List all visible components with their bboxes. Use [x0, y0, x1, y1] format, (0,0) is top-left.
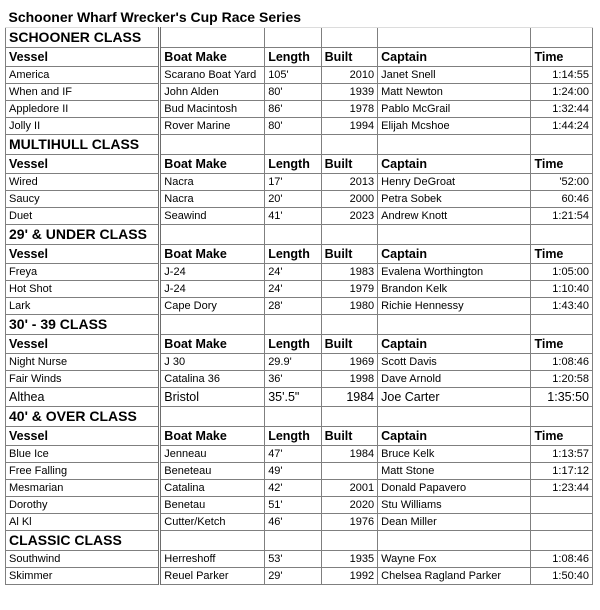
cell-built[interactable]: 2000	[321, 191, 377, 208]
cell-vessel[interactable]: Freya	[6, 264, 160, 281]
cell-captain[interactable]: Janet Snell	[378, 67, 531, 84]
header-captain[interactable]: Captain	[378, 48, 531, 67]
header-time[interactable]: Time	[531, 335, 593, 354]
cell-length[interactable]: 80'	[265, 118, 321, 135]
class-heading-row	[6, 315, 593, 335]
cell-built[interactable]: 1979	[321, 281, 377, 298]
column-header-row	[6, 427, 593, 446]
empty-cell[interactable]	[321, 315, 377, 335]
header-length[interactable]: Length	[265, 245, 321, 264]
column-header-row	[6, 48, 593, 67]
header-make[interactable]: Boat Make	[160, 48, 265, 67]
header-built[interactable]: Built	[321, 245, 377, 264]
cell-time[interactable]: 1:24:00	[531, 84, 593, 101]
cell-time[interactable]: 1:43:40	[531, 298, 593, 315]
cell-built[interactable]: 1984	[321, 388, 377, 407]
cell-length[interactable]: 47'	[265, 446, 321, 463]
spreadsheet[interactable]	[5, 8, 593, 585]
cell-captain[interactable]: Chelsea Ragland Parker	[378, 568, 531, 585]
cell-make[interactable]: Cutter/Ketch	[160, 514, 265, 531]
class-heading[interactable]: 29' & UNDER CLASS	[6, 225, 160, 245]
cell-time[interactable]: 1:50:40	[531, 568, 593, 585]
cell-make[interactable]: Catalina 36	[160, 371, 265, 388]
cell-time[interactable]: 1:23:44	[531, 480, 593, 497]
title-row	[6, 8, 593, 28]
cell-captain[interactable]: Elijah Mcshoe	[378, 118, 531, 135]
table-row	[6, 174, 593, 191]
empty-cell[interactable]	[321, 225, 377, 245]
empty-cell[interactable]	[531, 225, 593, 245]
cell-length[interactable]: 24'	[265, 264, 321, 281]
cell-captain[interactable]: Evalena Worthington	[378, 264, 531, 281]
cell-time[interactable]: 1:13:57	[531, 446, 593, 463]
cell-captain[interactable]: Joe Carter	[378, 388, 531, 407]
cell-captain[interactable]: Donald Papavero	[378, 480, 531, 497]
cell-length[interactable]: 53'	[265, 551, 321, 568]
header-make[interactable]: Boat Make	[160, 245, 265, 264]
header-captain[interactable]: Captain	[378, 245, 531, 264]
header-built[interactable]: Built	[321, 48, 377, 67]
cell-make[interactable]: Jenneau	[160, 446, 265, 463]
table-row	[6, 298, 593, 315]
table-row	[6, 67, 593, 84]
cell-captain[interactable]: Henry DeGroat	[378, 174, 531, 191]
cell-make[interactable]: Benetau	[160, 497, 265, 514]
cell-vessel[interactable]: When and IF	[6, 84, 160, 101]
header-vessel[interactable]: Vessel	[6, 335, 160, 354]
cell-length[interactable]: 46'	[265, 514, 321, 531]
cell-time[interactable]: 1:17:12	[531, 463, 593, 480]
column-header-row	[6, 155, 593, 174]
cell-length[interactable]: 17'	[265, 174, 321, 191]
cell-built[interactable]: 1984	[321, 446, 377, 463]
cell-captain[interactable]: Bruce Kelk	[378, 446, 531, 463]
cell-captain[interactable]: Scott Davis	[378, 354, 531, 371]
cell-vessel[interactable]: America	[6, 67, 160, 84]
cell-vessel[interactable]: Saucy	[6, 191, 160, 208]
empty-cell[interactable]	[321, 531, 377, 551]
cell-vessel[interactable]: Fair Winds	[6, 371, 160, 388]
cell-captain[interactable]: Petra Sobek	[378, 191, 531, 208]
cell-built[interactable]: 1983	[321, 264, 377, 281]
table-row	[6, 191, 593, 208]
race-results-table	[5, 8, 593, 585]
header-vessel[interactable]: Vessel	[6, 245, 160, 264]
cell-make[interactable]: Catalina	[160, 480, 265, 497]
cell-captain[interactable]: Dave Arnold	[378, 371, 531, 388]
cell-make[interactable]: John Alden	[160, 84, 265, 101]
class-heading[interactable]: CLASSIC CLASS	[6, 531, 160, 551]
cell-make[interactable]: J-24	[160, 281, 265, 298]
cell-vessel[interactable]: Wired	[6, 174, 160, 191]
table-row	[6, 208, 593, 225]
table-row	[6, 388, 593, 407]
empty-cell[interactable]	[160, 225, 265, 245]
header-length[interactable]: Length	[265, 155, 321, 174]
empty-cell[interactable]	[378, 28, 531, 48]
cell-length[interactable]: 35'.5"	[265, 388, 321, 407]
cell-make[interactable]: Seawind	[160, 208, 265, 225]
cell-built[interactable]: 1980	[321, 298, 377, 315]
class-heading-row	[6, 531, 593, 551]
cell-vessel[interactable]: Al Kl	[6, 514, 160, 531]
header-captain[interactable]: Captain	[378, 335, 531, 354]
empty-cell[interactable]	[160, 407, 265, 427]
cell-make[interactable]: Scarano Boat Yard	[160, 67, 265, 84]
cell-time[interactable]: '52:00	[531, 174, 593, 191]
cell-captain[interactable]: Brandon Kelk	[378, 281, 531, 298]
class-heading[interactable]: 30' - 39 CLASS	[6, 315, 160, 335]
cell-time[interactable]: 1:44:24	[531, 118, 593, 135]
class-heading-row	[6, 225, 593, 245]
cell-length[interactable]: 29.9'	[265, 354, 321, 371]
cell-time[interactable]: 1:10:40	[531, 281, 593, 298]
empty-cell[interactable]	[160, 135, 265, 155]
cell-built[interactable]: 2023	[321, 208, 377, 225]
cell-length[interactable]: 80'	[265, 84, 321, 101]
column-header-row	[6, 335, 593, 354]
cell-vessel[interactable]: Hot Shot	[6, 281, 160, 298]
cell-vessel[interactable]: Jolly II	[6, 118, 160, 135]
empty-cell[interactable]	[531, 28, 593, 48]
cell-time[interactable]: 1:08:46	[531, 354, 593, 371]
cell-make[interactable]: Nacra	[160, 174, 265, 191]
cell-time[interactable]	[531, 497, 593, 514]
cell-captain[interactable]: Matt Newton	[378, 84, 531, 101]
empty-cell[interactable]	[160, 531, 265, 551]
cell-time[interactable]: 1:35:50	[531, 388, 593, 407]
header-time[interactable]: Time	[531, 245, 593, 264]
table-row	[6, 101, 593, 118]
cell-make[interactable]: J-24	[160, 264, 265, 281]
cell-vessel[interactable]: Skimmer	[6, 568, 160, 585]
cell-vessel[interactable]: Duet	[6, 208, 160, 225]
cell-make[interactable]: Nacra	[160, 191, 265, 208]
cell-length[interactable]: 41'	[265, 208, 321, 225]
cell-length[interactable]: 51'	[265, 497, 321, 514]
header-vessel[interactable]: Vessel	[6, 427, 160, 446]
cell-time[interactable]: 60:46	[531, 191, 593, 208]
cell-captain[interactable]: Richie Hennessy	[378, 298, 531, 315]
cell-captain[interactable]: Pablo McGrail	[378, 101, 531, 118]
empty-cell[interactable]	[265, 225, 321, 245]
cell-make[interactable]: Herreshoff	[160, 551, 265, 568]
class-heading[interactable]: MULTIHULL CLASS	[6, 135, 160, 155]
header-built[interactable]: Built	[321, 427, 377, 446]
cell-vessel[interactable]: Southwind	[6, 551, 160, 568]
cell-length[interactable]: 105'	[265, 67, 321, 84]
header-make[interactable]: Boat Make	[160, 427, 265, 446]
header-length[interactable]: Length	[265, 48, 321, 67]
header-vessel[interactable]: Vessel	[6, 155, 160, 174]
cell-length[interactable]: 49'	[265, 463, 321, 480]
cell-captain[interactable]: Dean Miller	[378, 514, 531, 531]
cell-built[interactable]: 1978	[321, 101, 377, 118]
empty-cell[interactable]	[378, 135, 531, 155]
empty-cell[interactable]	[265, 407, 321, 427]
cell-make[interactable]: Bud Macintosh	[160, 101, 265, 118]
header-length[interactable]: Length	[265, 335, 321, 354]
table-row	[6, 371, 593, 388]
cell-built[interactable]: 1998	[321, 371, 377, 388]
cell-captain[interactable]: Stu Williams	[378, 497, 531, 514]
cell-time[interactable]: 1:32:44	[531, 101, 593, 118]
header-make[interactable]: Boat Make	[160, 335, 265, 354]
table-row	[6, 118, 593, 135]
cell-time[interactable]	[531, 514, 593, 531]
cell-vessel[interactable]: Blue Ice	[6, 446, 160, 463]
cell-built[interactable]: 1992	[321, 568, 377, 585]
sheet-title[interactable]: Schooner Wharf Wrecker's Cup Race Series	[6, 8, 378, 28]
column-header-row	[6, 245, 593, 264]
header-time[interactable]: Time	[531, 48, 593, 67]
table-row	[6, 354, 593, 371]
header-vessel[interactable]: Vessel	[6, 48, 160, 67]
header-captain[interactable]: Captain	[378, 427, 531, 446]
empty-cell[interactable]	[265, 531, 321, 551]
cell-built[interactable]: 1935	[321, 551, 377, 568]
cell-vessel[interactable]: Dorothy	[6, 497, 160, 514]
cell-built[interactable]: 1969	[321, 354, 377, 371]
empty-cell[interactable]	[378, 315, 531, 335]
cell-built[interactable]: 2001	[321, 480, 377, 497]
cell-time[interactable]: 1:21:54	[531, 208, 593, 225]
header-time[interactable]: Time	[531, 427, 593, 446]
header-make[interactable]: Boat Make	[160, 155, 265, 174]
empty-cell[interactable]	[531, 315, 593, 335]
empty-cell[interactable]	[160, 28, 265, 48]
cell-length[interactable]: 29'	[265, 568, 321, 585]
cell-length[interactable]: 42'	[265, 480, 321, 497]
cell-time[interactable]: 1:08:46	[531, 551, 593, 568]
class-heading-row	[6, 28, 593, 48]
class-heading-row	[6, 407, 593, 427]
table-row	[6, 497, 593, 514]
cell-make[interactable]: Rover Marine	[160, 118, 265, 135]
table-body	[6, 8, 593, 585]
cell-vessel[interactable]: Appledore II	[6, 101, 160, 118]
cell-built[interactable]: 2013	[321, 174, 377, 191]
header-built[interactable]: Built	[321, 335, 377, 354]
cell-length[interactable]: 36'	[265, 371, 321, 388]
cell-make[interactable]: J 30	[160, 354, 265, 371]
cell-length[interactable]: 20'	[265, 191, 321, 208]
cell-make[interactable]: Bristol	[160, 388, 265, 407]
cell-vessel[interactable]: Free Falling	[6, 463, 160, 480]
header-time[interactable]: Time	[531, 155, 593, 174]
cell-length[interactable]: 28'	[265, 298, 321, 315]
empty-cell[interactable]	[378, 8, 531, 28]
table-row	[6, 551, 593, 568]
class-heading[interactable]: 40' & OVER CLASS	[6, 407, 160, 427]
empty-cell[interactable]	[378, 407, 531, 427]
cell-time[interactable]: 1:05:00	[531, 264, 593, 281]
empty-cell[interactable]	[265, 315, 321, 335]
empty-cell[interactable]	[531, 135, 593, 155]
empty-cell[interactable]	[321, 407, 377, 427]
cell-length[interactable]: 86'	[265, 101, 321, 118]
table-row	[6, 514, 593, 531]
cell-vessel[interactable]: Mesmarian	[6, 480, 160, 497]
cell-built[interactable]: 2020	[321, 497, 377, 514]
table-row	[6, 446, 593, 463]
table-row	[6, 84, 593, 101]
header-built[interactable]: Built	[321, 155, 377, 174]
empty-cell[interactable]	[265, 28, 321, 48]
cell-captain[interactable]: Wayne Fox	[378, 551, 531, 568]
cell-captain[interactable]: Matt Stone	[378, 463, 531, 480]
cell-time[interactable]: 1:14:55	[531, 67, 593, 84]
empty-cell[interactable]	[531, 8, 593, 28]
cell-vessel[interactable]: Night Nurse	[6, 354, 160, 371]
empty-cell[interactable]	[378, 225, 531, 245]
cell-make[interactable]: Reuel Parker	[160, 568, 265, 585]
table-row	[6, 281, 593, 298]
cell-make[interactable]: Beneteau	[160, 463, 265, 480]
header-length[interactable]: Length	[265, 427, 321, 446]
empty-cell[interactable]	[321, 135, 377, 155]
header-captain[interactable]: Captain	[378, 155, 531, 174]
table-row	[6, 568, 593, 585]
table-row	[6, 463, 593, 480]
empty-cell[interactable]	[321, 28, 377, 48]
cell-time[interactable]: 1:20:58	[531, 371, 593, 388]
empty-cell[interactable]	[531, 531, 593, 551]
cell-captain[interactable]: Andrew Knott	[378, 208, 531, 225]
empty-cell[interactable]	[531, 407, 593, 427]
cell-built[interactable]: 2010	[321, 67, 377, 84]
empty-cell[interactable]	[160, 315, 265, 335]
cell-built[interactable]: 1994	[321, 118, 377, 135]
cell-vessel[interactable]: Althea	[6, 388, 160, 407]
cell-length[interactable]: 24'	[265, 281, 321, 298]
empty-cell[interactable]	[265, 135, 321, 155]
table-row	[6, 480, 593, 497]
cell-built[interactable]: 1976	[321, 514, 377, 531]
table-row	[6, 264, 593, 281]
class-heading-row	[6, 135, 593, 155]
cell-vessel[interactable]: Lark	[6, 298, 160, 315]
cell-built[interactable]: 1939	[321, 84, 377, 101]
cell-make[interactable]: Cape Dory	[160, 298, 265, 315]
empty-cell[interactable]	[378, 531, 531, 551]
cell-built[interactable]	[321, 463, 377, 480]
class-heading[interactable]: SCHOONER CLASS	[6, 28, 160, 48]
